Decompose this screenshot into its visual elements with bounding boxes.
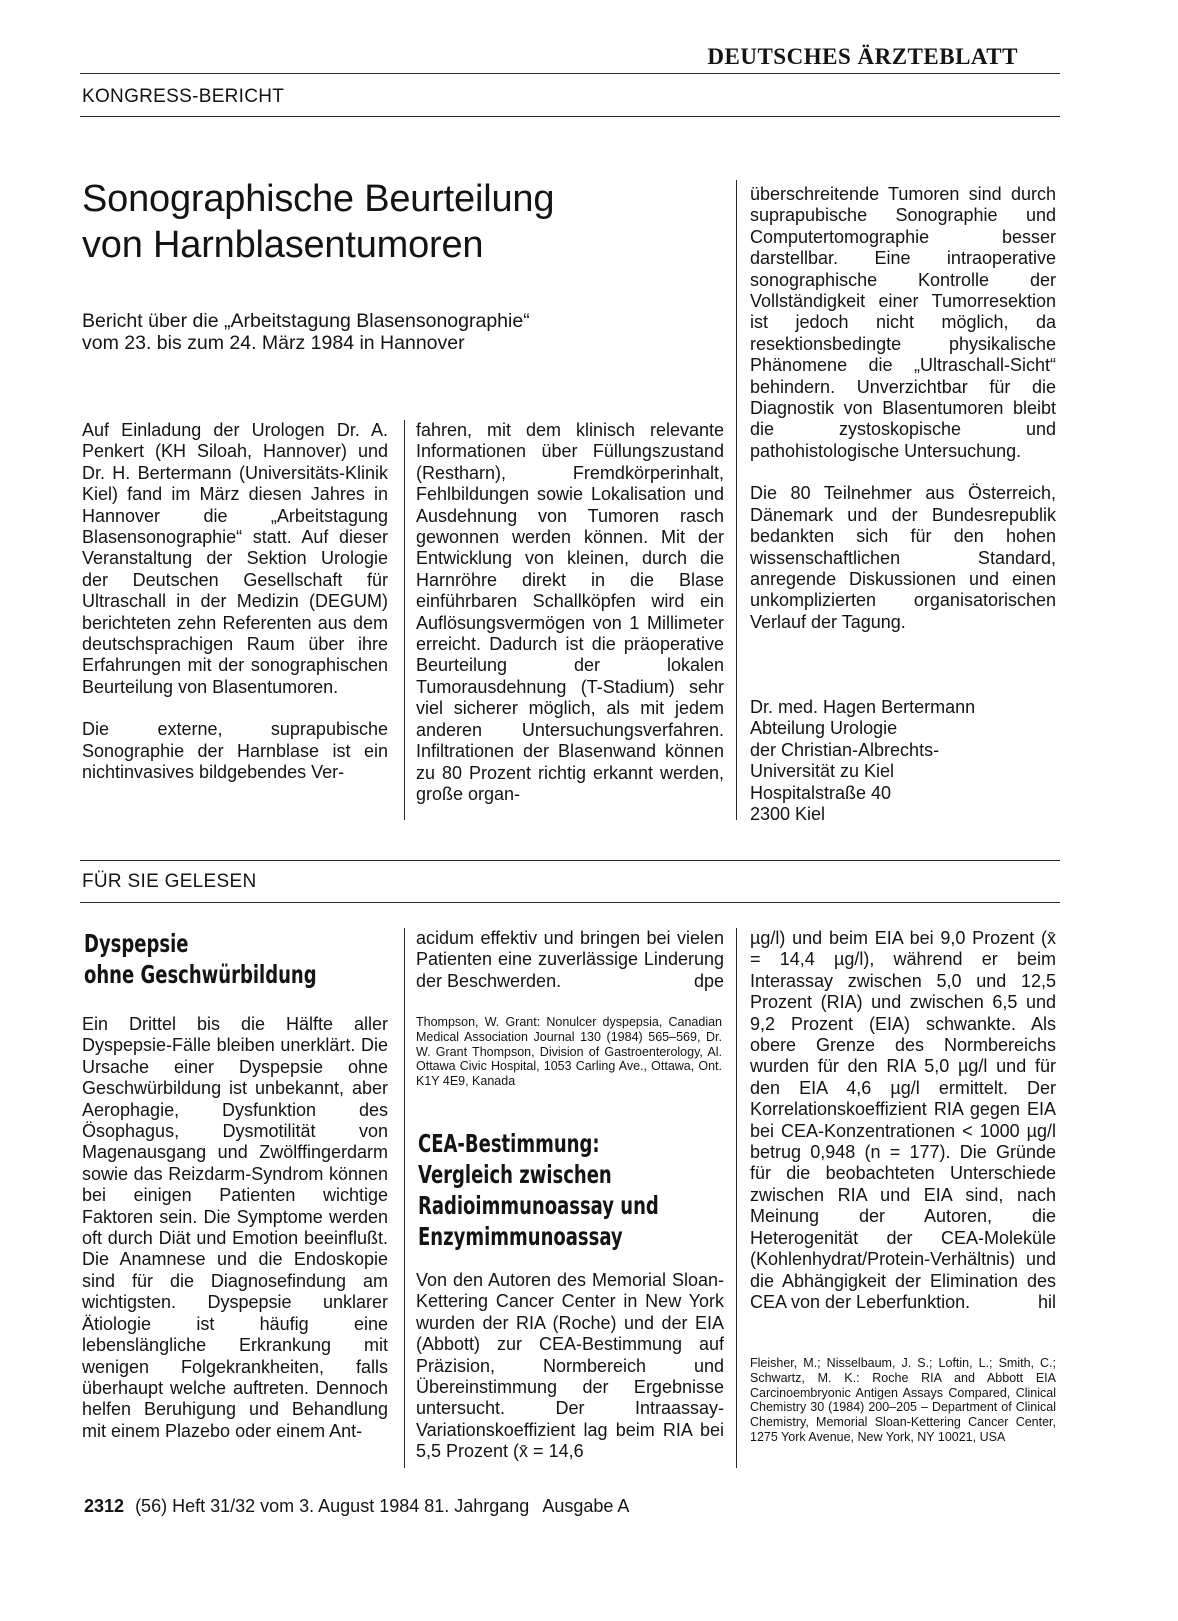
author-line: Dr. med. Hagen Bertermann [750,697,976,717]
author-line: Hospitalstraße 40 [750,782,892,803]
page-number: 2312 [84,1496,125,1516]
author-address [750,697,1056,825]
author-line: Abteilung Urologie [750,718,898,739]
section-label-gelesen: FÜR SIE GELESEN [82,871,257,892]
article2-col1-paragraph1: Ein Drittel bis die Hälfte aller Dyspepsie-Fälle bleiben unerklärt. Die Ursache einer Dyspepsie ohne Geschwürbildung ist unbekannt, aber Aerophagie, Dysfunktion des Ösophagus, Dysmotilität von Magenausgang und Zwölffingerdarm sowie das Reizdarm-Syndrom können bei einigen Patienten wichtige Faktoren sein. Die Symptome werden oft durch Diät und Emotion beeinflußt. Die Anamnese und die Endoskopie sind für die Diagnosefindung am wichtigsten. Dyspepsie unklarer Ätiologie ist häufig eine lebenslängliche Erkrankung mit wenigen Folgekrankheiten, falls überhaupt welche auftreten. Dennoch helfen Beruhigung und Behandlung mit einem Plazebo oder einem Ant- [82,1014,388,1441]
author-line: der Christian-Albrechts- [750,739,940,760]
article3-title [418,1128,659,1252]
article1-subtitle-line1: Bericht über die „Arbeitstagung Blasensonographie“ [82,310,530,332]
article3-col3-text: µg/l) und beim EIA bei 9,0 Prozent (x̄ = 14,4 µg/l), während er beim Interassay zwischen 5,0 und 12,5 Prozent (RIA) und zwischen 6,5 und 9,2 Prozent (EIA) schwankte. Als obere Grenze des Normbereichs wurden für den RIA 5,0 µg/l und für den EIA 4,6 µg/l ermittelt. Der Korrelationskoeffizient RIA gegen EIA bei CEA-Konzentrationen < 1000 µg/l betrug 0,948 (n = 177). Die Gründe für die beobachteten Unterschiede zwischen RIA und EIA sind, nach Meinung der Autoren, die Heterogenität der CEA-Moleküle (Kohlenhydrat/Protein-Verhältnis) und die Abhängigkeit der Elimination des CEA von der Leberfunktion. [750,928,1056,1312]
article1-col3-paragraph1: überschreitende Tumoren sind durch suprapubische Sonographie und Computertomographie besser darstellbar. Eine intraoperative sonographische Kontrolle der Vollständigkeit einer Tumorresektion ist jedoch nicht möglich, da resektionsbedingte physikalische Phänomene die „Ultraschall-Sicht“ behindern. Unverzichtbar für die Diagnostik von Blasentumoren bleibt die zystoskopische und pathohistologische Untersuchung. [750,184,1056,461]
article1-title-line1: Sonographische Beurteilung [82,178,555,220]
article3-title-line3: Radioimmunoassay und [418,1191,659,1220]
article1-col1-paragraph1: Auf Einladung der Urologen Dr. A. Penkert (KH Siloah, Hannover) und Dr. H. Bertermann (Universitäts-Klinik Kiel) fand im März diesen Jahres in Hannover die „Arbeitstagung Blasensonographie“ statt. Auf dieser Veranstaltung der Sektion Urologie der Deutschen Gesellschaft für Ultraschall in der Medizin (DEGUM) berichteten zehn Referenten aus dem deutschsprachigen Raum über ihre Erfahrungen mit der sonographischen Beurteilung von Blasentumoren. [82,420,388,697]
article3-col3 [750,928,1056,1313]
article3-col3-signature: hil [1037,1291,1056,1312]
article3-col2 [416,1270,724,1463]
author-line: 2300 Kiel [750,804,826,825]
section-rule-middle [80,860,1060,861]
column-divider [404,420,405,820]
section-rule-top [80,116,1060,117]
article1-col2-paragraph1: fahren, mit dem klinisch relevante Informationen über Füllungszustand (Restharn), Fremdkörperinhalt, Fehlbildungen sowie Lokalisation und Ausdehnung von Tumoren rasch gewonnen werden können. Mit der Entwicklung von kleinen, durch die Harnröhre direkt in die Blase einführbaren Schallköpfen wird ein Auflösungsvermögen von 1 Millimeter erreicht. Dadurch ist die präoperative Beurteilung der lokalen Tumorausdehnung (T-Stadium) sehr viel sicherer möglich, als mit jedem anderen Untersuchungsverfahren. Infiltrationen der Blasenwand können zu 80 Prozent richtig erkannt werden, große organ- [416,420,724,804]
article3-title-line2: Vergleich zwischen [418,1160,612,1189]
article1-title-line2: von Harnblasentumoren [82,224,484,266]
section-label-kongress: KONGRESS-BERICHT [82,86,285,107]
column-divider [404,928,405,1468]
article3-col2-paragraph1: Von den Autoren des Memorial Sloan-Kettering Cancer Center in New York wurden der RIA (Roche) und der EIA (Abbott) zur CEA-Bestimmung auf Präzision, Normbereich und Übereinstimmung der Ergebnisse untersucht. Der Intraassay-Variationskoeffizient lag beim RIA bei 5,5 Prozent (x̄ = 14,6 [416,1270,724,1462]
page-footer [84,1496,629,1517]
article2-reference: Thompson, W. Grant: Nonulcer dyspepsia, Canadian Medical Association Journal 130 (1984) 565–569, Dr. W. Grant Thompson, Division of Gastroenterology, Al. Ottawa Civic Hospital, 1053 Carling Ave., Ottawa, Ont. K1Y 4E9, Kanada [416,1015,722,1089]
masthead-rule [80,73,1060,74]
article3-col3-paragraph1 [750,928,1056,1313]
column-divider [736,928,737,1468]
article3-title-line1: CEA-Bestimmung: [418,1129,600,1158]
article1-title [82,176,682,268]
issue-info: (56) Heft 31/32 vom 3. August 1984 81. Jahrgang [135,1496,530,1516]
article3-title-line4: Enzymimmunoassay [418,1222,623,1251]
article1-col3 [750,184,1056,633]
column-divider [736,180,737,820]
article1-col1 [82,420,388,784]
masthead: DEUTSCHES ÄRZTEBLATT [707,44,1018,69]
author-line: Universität zu Kiel [750,761,895,782]
article1-col3-paragraph2: Die 80 Teilnehmer aus Österreich, Dänemark und der Bundesrepublik bedankten sich für den hohen wissenschaftlichen Standard, anregende Diskussionen und einen unkomplizierten organisatorischen Verlauf der Tagung. [750,483,1056,632]
article1-col2 [416,420,724,805]
article1-subtitle-line2: vom 23. bis zum 24. März 1984 in Hannover [82,332,465,354]
edition-label: Ausgabe A [542,1496,630,1516]
article2-col2-signature: dpe [693,970,724,991]
article2-col2 [416,928,724,1000]
article2-col2-text: acidum effektiv und bringen bei vielen Patienten eine zuverlässige Linderung der Beschwerden. [416,928,724,991]
article1-subtitle [82,310,722,354]
article1-col1-paragraph2: Die externe, suprapubische Sonographie der Harnblase ist ein nichtinvasives bildgebendes Ver- [82,719,388,783]
article2-col2-paragraph1 [416,928,724,992]
section-rule-gelesen [80,902,1060,903]
article2-title-line1: Dyspepsie [84,929,189,958]
article2-title-line2: ohne Geschwürbildung [84,960,317,989]
article2-col1 [82,1014,388,1442]
article2-title [84,928,317,990]
article3-reference: Fleisher, M.; Nisselbaum, J. S.; Loftin, L.; Smith, C.; Schwartz, M. K.: Roche RIA and Abbott EIA Carcinoembryonic Antigen Assays Compared, Clinical Chemistry 30 (1984) 200–205 – Department of Clinical Chemistry, Memorial Sloan-Kettering Cancer Center, 1275 York Avenue, New York, NY 10021, USA [750,1356,1056,1444]
